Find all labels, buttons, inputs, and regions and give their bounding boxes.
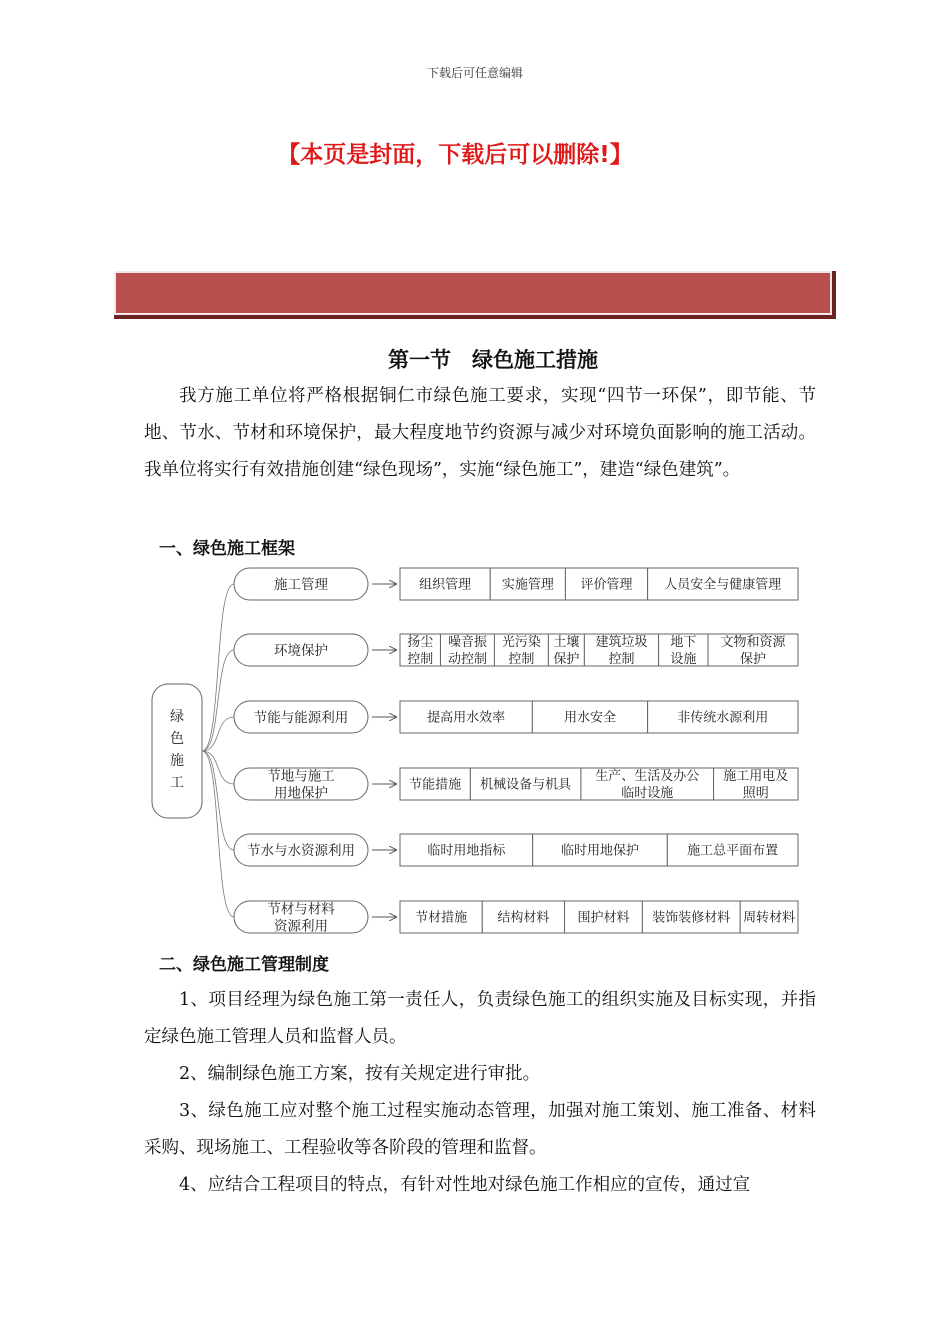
- item-label: 组织管理: [419, 577, 472, 593]
- branch-label: 节能与能源利用: [253, 709, 349, 726]
- item-label: 节能措施: [409, 777, 462, 793]
- item-label: 提高用水效率: [427, 710, 506, 726]
- green-construction-framework-diagram: [140, 560, 810, 940]
- branch-label: 节地与施工用地保护: [267, 768, 335, 802]
- item-label: 噪音振动控制: [447, 635, 487, 668]
- item-label: 建筑垃圾控制: [595, 635, 648, 668]
- root-node-char: 工: [170, 775, 184, 791]
- heading-framework: 一、绿色施工框架: [159, 539, 295, 559]
- item-label: 周转材料: [743, 910, 796, 926]
- item-label: 非传统水源利用: [677, 710, 769, 726]
- item-label: 施工用电及照明: [723, 769, 789, 802]
- item-label: 土壤保护: [553, 635, 580, 668]
- rule-item-1: 1、项目经理为绿色施工第一责任人，负责绿色施工的组织实施及目标实现，并指定绿色施工管理人员和监督人员。: [144, 990, 816, 1047]
- connector-line: [202, 717, 234, 751]
- item-label: 围护材料: [577, 910, 630, 926]
- rule-item-3: 3、绿色施工应对整个施工过程实施动态管理，加强对施工策划、施工准备、材料采购、现场施工、工程验收等各阶段的管理和监督。: [144, 1101, 816, 1158]
- decorative-banner: [114, 271, 836, 319]
- branch-label: 施工管理: [274, 576, 328, 593]
- rule-item-4: 4、应结合工程项目的特点，有针对性地对绿色施工作相应的宣传，通过宣: [179, 1175, 751, 1195]
- connector-line: [202, 751, 234, 917]
- item-label: 机械设备与机具: [480, 777, 572, 793]
- connector-line: [202, 751, 234, 784]
- item-label: 用水安全: [563, 710, 616, 726]
- item-label: 文物和资源保护: [720, 635, 786, 668]
- branch-label: 环境保护: [274, 642, 328, 659]
- item-label: 生产、生活及办公临时设施: [595, 769, 700, 802]
- item-label: 临时用地保护: [560, 843, 640, 859]
- item-label: 结构材料: [497, 910, 550, 926]
- item-label: 扬尘控制: [407, 635, 434, 668]
- section-title: 第一节 绿色施工措施: [388, 348, 598, 372]
- rule-item-2: 2、编制绿色施工方案，按有关规定进行审批。: [179, 1064, 541, 1084]
- item-label: 评价管理: [580, 577, 633, 593]
- heading-management: 二、绿色施工管理制度: [159, 955, 329, 975]
- item-label: 装饰装修材料: [652, 910, 731, 926]
- item-label: 临时用地指标: [427, 843, 506, 859]
- intro-paragraph: 我方施工单位将严格根据铜仁市绿色施工要求，实现“四节一环保”，即节能、节地、节水、节材和环境保护，最大程度地节约资源与减少对环境负面影响的施工活动。我单位将实行有效措施创建“绿色现场”，实施“绿色施工”，建造“绿色建筑”。: [144, 386, 816, 480]
- item-label: 施工总平面布置: [687, 843, 779, 859]
- item-label: 地下设施: [670, 635, 697, 668]
- root-node-char: 色: [170, 731, 184, 747]
- connector-line: [202, 584, 234, 751]
- item-label: 人员安全与健康管理: [664, 577, 782, 593]
- branch-label: 节材与材料资源利用: [267, 901, 335, 935]
- root-node: [152, 684, 202, 818]
- item-label: 实施管理: [501, 577, 554, 593]
- item-label: 节材措施: [415, 910, 468, 926]
- branch-label: 节水与水资源利用: [247, 842, 355, 859]
- header-note: 下载后可任意编辑: [426, 66, 523, 80]
- root-node-char: 施: [170, 753, 184, 769]
- root-node-char: 绿: [170, 709, 184, 725]
- item-label: 光污染控制: [501, 635, 541, 668]
- cover-note: 【本页是封面，下载后可以删除!】: [277, 142, 633, 168]
